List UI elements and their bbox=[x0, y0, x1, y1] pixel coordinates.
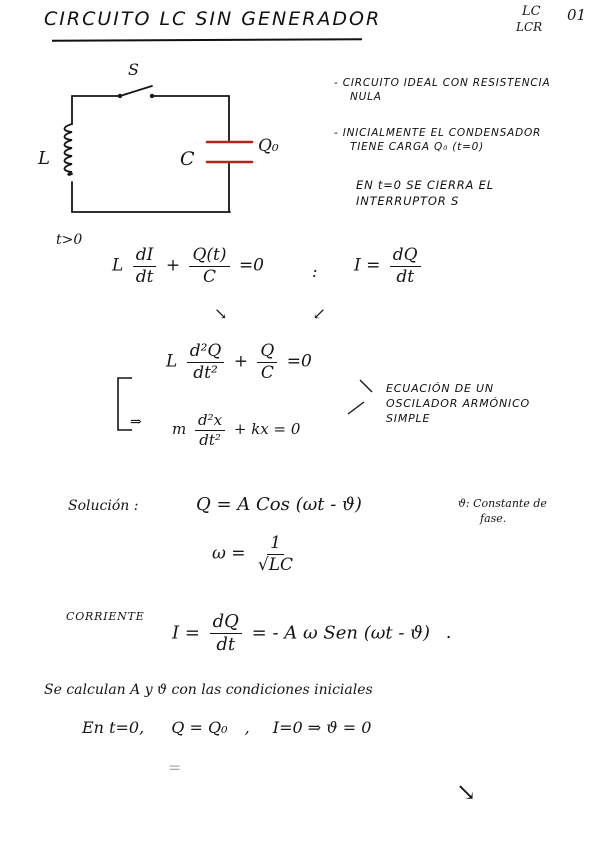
switch-label: S bbox=[128, 60, 139, 79]
solution-label: Solución : bbox=[68, 498, 139, 514]
faint-equals-sign: = bbox=[168, 758, 182, 777]
condition-t-positive: t>0 bbox=[56, 232, 83, 248]
harmonic-oscillator-equation: m $\frac{\text{d²x}}{\text{dt²}}$ + kx = 0 bbox=[172, 411, 301, 449]
note-initial-charge: - INICIALMENTE EL CONDENSADOR TIENE CARGA Q₀ (t=0) bbox=[334, 127, 542, 154]
capacitor-label: C bbox=[180, 148, 195, 170]
current-equation: I = $\frac{dQ}{dt}$ = - A ω Sen (ωt - ϑ) . bbox=[172, 611, 452, 655]
initial-conditions-equations: En t=0, Q = Q₀ , I=0 ⇒ ϑ = 0 bbox=[82, 718, 372, 737]
charge-differential-equation: L $\frac{\text{d²Q}}{\text{dt²}}$ + $\frac{Q}{C}$ =0 bbox=[166, 341, 312, 383]
note-switch-closes: EN t=0 SE CIERRA EL INTERRUPTOR S bbox=[356, 178, 494, 208]
page-number: 01 bbox=[567, 6, 587, 24]
note-phase-constant: ϑ: Constante de fase. bbox=[458, 497, 547, 526]
separator-colon: : bbox=[312, 262, 318, 281]
corner-label-lcr: LCR bbox=[516, 20, 543, 34]
continue-arrow: ↘ bbox=[456, 778, 477, 806]
current-definition: I = $\frac{dQ}{dt}$ bbox=[354, 246, 425, 286]
note-ideal-circuit: - CIRCUITO IDEAL CON RESISTENCIA NULA bbox=[334, 77, 551, 104]
page-title: CIRCUITO LC SIN GENERADOR bbox=[44, 8, 382, 30]
circuit-equation: L $\frac{dI}{dt}$ + $\frac{Q(t)}{C}$ =0 bbox=[112, 245, 264, 287]
note-harmonic-oscillator: ECUACIÓN DE UN OSCILADOR ARMÓNICO SIMPLE bbox=[386, 382, 531, 425]
inductor-label: L bbox=[38, 148, 50, 169]
implies-arrow: ⇒ bbox=[130, 414, 142, 430]
substitution-arrows: ↘ ↙ bbox=[214, 304, 366, 323]
solution-equation: Q = A Cos (ωt - ϑ) bbox=[196, 494, 362, 515]
angular-frequency-equation: ω = $\frac{1}{√LC}$ bbox=[212, 533, 294, 575]
charge-label: Q₀ bbox=[258, 136, 279, 156]
current-label: CORRIENTE bbox=[66, 610, 145, 623]
corner-label-lc: LC bbox=[522, 4, 541, 19]
initial-conditions-text: Se calculan A y ϑ con las condiciones iniciales bbox=[44, 682, 373, 698]
